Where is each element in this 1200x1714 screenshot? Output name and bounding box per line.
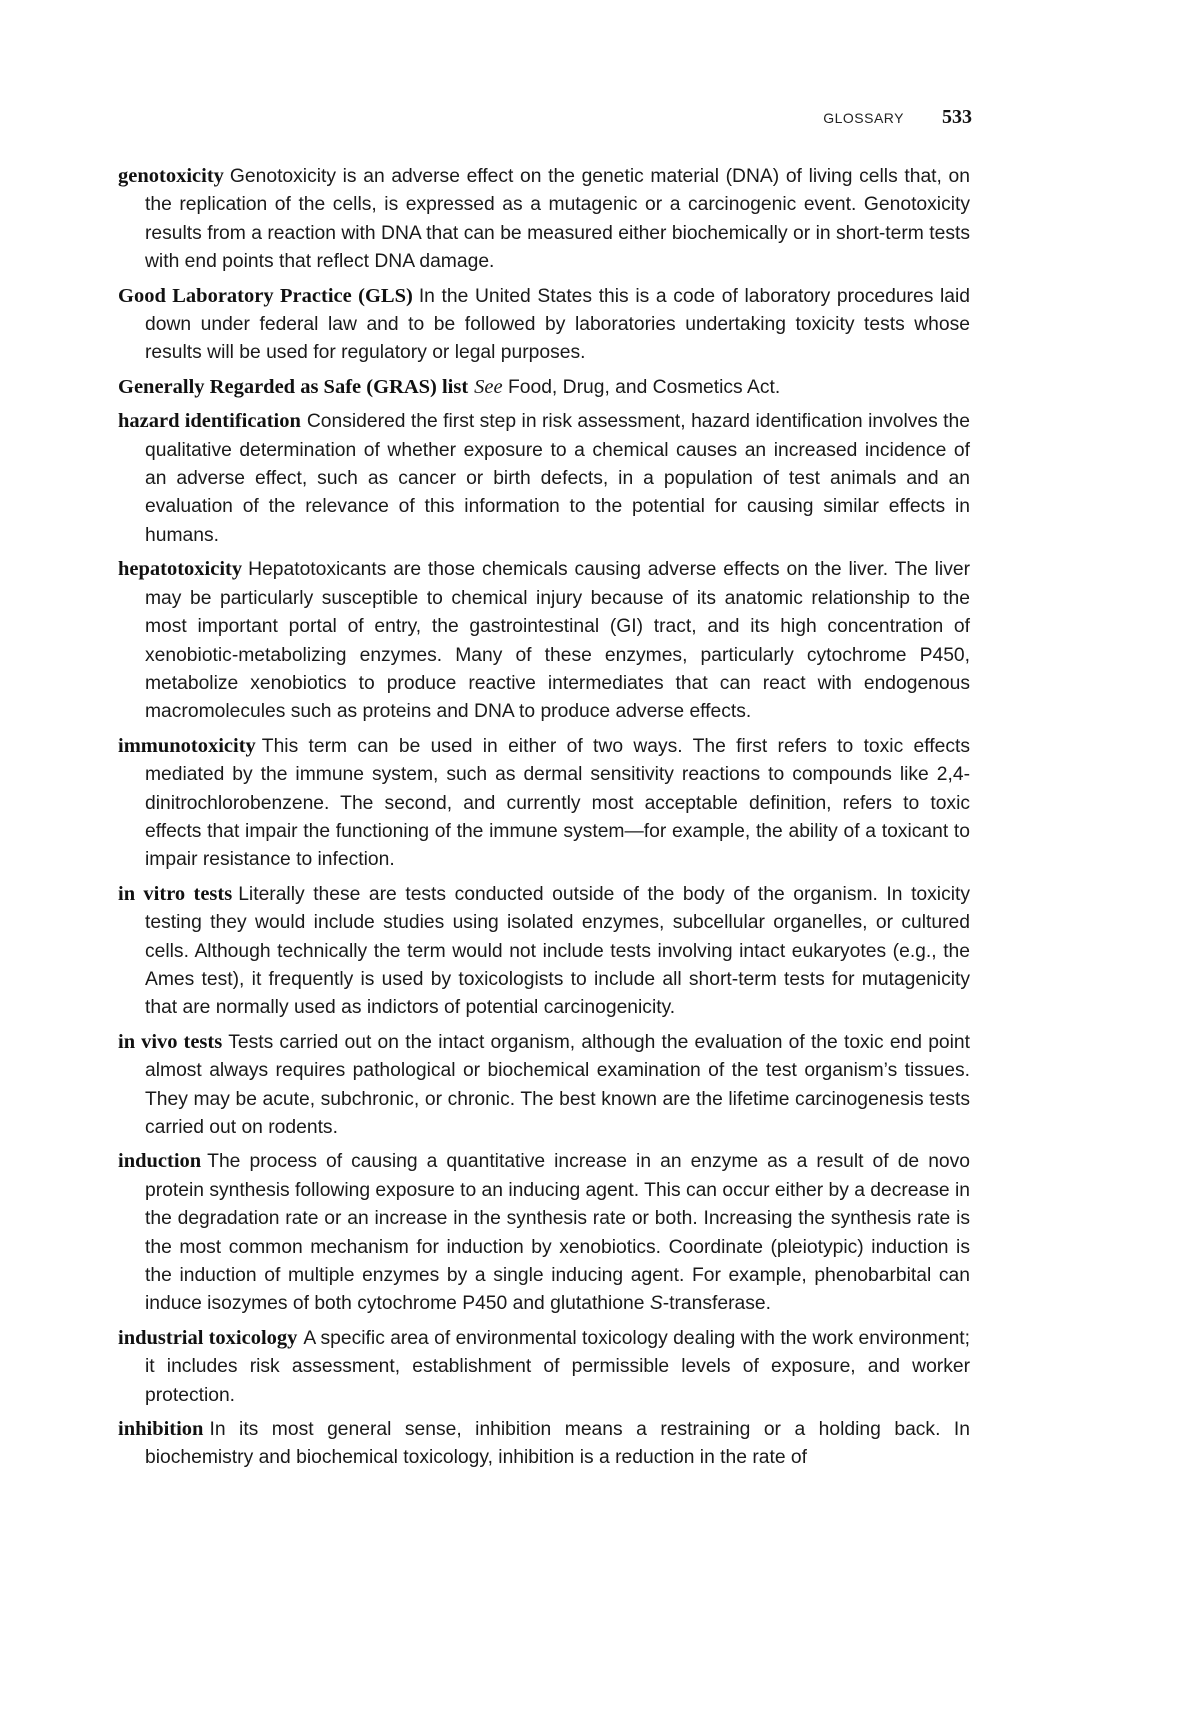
- glossary-definition-end: -transferase.: [662, 1293, 771, 1315]
- glossary-definition: Hepatotoxicants are those chemicals causing adverse effects on the liver. The liver may be particularly susceptible to chemical injury because of its anatomic relationship to the most important portal of entry, the gastrointestinal (GI) tract, and its high concentration of xenobiotic-metabolizing enzymes. Many of these enzymes, particularly cytochrome P450, metabolize xenobiotics to produce reactive intermediates that can react with endogenous macromolecules such as proteins and DNA to produce adverse effects.: [145, 559, 970, 723]
- glossary-term: in vivo tests: [118, 1030, 223, 1053]
- glossary-term: hazard identification: [118, 410, 301, 433]
- glossary-definition: This term can be used in either of two ways. The first refers to toxic effects mediated by the immune system, such as dermal sensitivity reactions to compounds like 2,4-dinitrochlorobenzene. The second, and currently most acceptable definition, refers to toxic effects that impair the functioning of the immune system—for example, the ability of a toxicant to impair resistance to infection.: [145, 735, 970, 871]
- glossary-entries: [118, 162, 970, 1478]
- glossary-definition: Considered the first step in risk assessment, hazard identification involves the qualitative determination of whether exposure to a chemical causes an increased incidence of an adverse effect, such as cancer or birth defects, in a population of test animals and an evaluation of the relevance of this information to the potential for causing similar effects in humans.: [145, 411, 970, 546]
- glossary-definition: In its most general sense, inhibition means a restraining or a holding back. In biochemistry and biochemical toxicology, inhibition is a reduction in the rate of: [145, 1419, 970, 1469]
- glossary-definition: Tests carried out on the intact organism, although the evaluation of the toxic end point almost always requires pathological or biochemical examination of the test organism’s tissues. They may be acute, subchronic, or chronic. The best known are the lifetime carcinogenesis tests carried out on rodents.: [145, 1031, 970, 1138]
- glossary-term: inhibition: [118, 1418, 204, 1441]
- glossary-entry-glp: [118, 282, 970, 368]
- glossary-term: Generally Regarded as Safe (GRAS) list: [118, 375, 469, 398]
- glossary-entry-in-vitro-tests: [118, 880, 970, 1023]
- glossary-term: industrial toxicology: [118, 1326, 298, 1349]
- glossary-entry-hazard-identification: [118, 407, 970, 550]
- glossary-definition: Literally these are tests conducted outside of the body of the organism. In toxicity testing they would include studies using isolated enzymes, subcellular organelles, or cultured cells. Although technically the term would not include tests involving intact eukaryotes (e.g., the Ames test), it frequently is used by toxicologists to include all short-term tests for mutagenicity that are normally used as indictors of potential carcinogenicity.: [145, 883, 970, 1019]
- glossary-entry-in-vivo-tests: [118, 1028, 970, 1143]
- page-number: 533: [942, 106, 972, 128]
- glossary-entry-genotoxicity: [118, 162, 970, 277]
- glossary-entry-gras: [118, 373, 970, 402]
- section-title: GLOSSARY: [823, 110, 904, 126]
- glossary-definition: In the United States this is a code of laboratory procedures laid down under federal law and to be followed by laboratories undertaking toxicity tests whose results will be used for regulatory or legal purposes.: [145, 285, 970, 364]
- running-head: [823, 106, 972, 129]
- cross-reference-see: See: [474, 375, 503, 398]
- glossary-entry-immunotoxicity: [118, 732, 970, 875]
- glossary-term: genotoxicity: [118, 165, 224, 187]
- glossary-definition: Food, Drug, and Cosmetics Act.: [507, 376, 781, 398]
- glossary-term: in vitro tests: [118, 882, 233, 905]
- glossary-definition-italic: S: [649, 1293, 663, 1315]
- glossary-entry-hepatotoxicity: [118, 555, 970, 726]
- glossary-entry-induction: [118, 1147, 970, 1318]
- glossary-definition: The process of causing a quantitative increase in an enzyme as a result of de novo protein synthesis following exposure to an inducing agent. This can occur either by a decrease in the degradation rate or an increase in the synthesis rate or both. Increasing the synthesis rate is the most common mechanism for induction by xenobiotics. Coordinate (pleiotypic) induction is the induction of multiple enzymes by a single inducing agent. For example, phenobarbital can induce isozymes of both cytochrome P450 and glutathione: [145, 1151, 970, 1315]
- glossary-definition: A specific area of environmental toxicology dealing with the work environment; it includes risk assessment, establishment of permissible levels of exposure, and worker protection.: [145, 1327, 971, 1406]
- glossary-term: hepatotoxicity: [118, 558, 243, 581]
- glossary-term: Good Laboratory Practice (GLS): [118, 284, 413, 307]
- glossary-term: immunotoxicity: [118, 734, 256, 757]
- glossary-entry-inhibition: [118, 1415, 970, 1473]
- glossary-entry-industrial-toxicology: [118, 1324, 970, 1410]
- glossary-term: induction: [118, 1150, 202, 1173]
- glossary-definition: Genotoxicity is an adverse effect on the genetic material (DNA) of living cells that, on the replication of the cells, is expressed as a mutagenic or a carcinogenic event. Genotoxicity results from a reaction with DNA that can be measured either biochemically or in short-term tests with end points that reflect DNA damage.: [145, 166, 970, 273]
